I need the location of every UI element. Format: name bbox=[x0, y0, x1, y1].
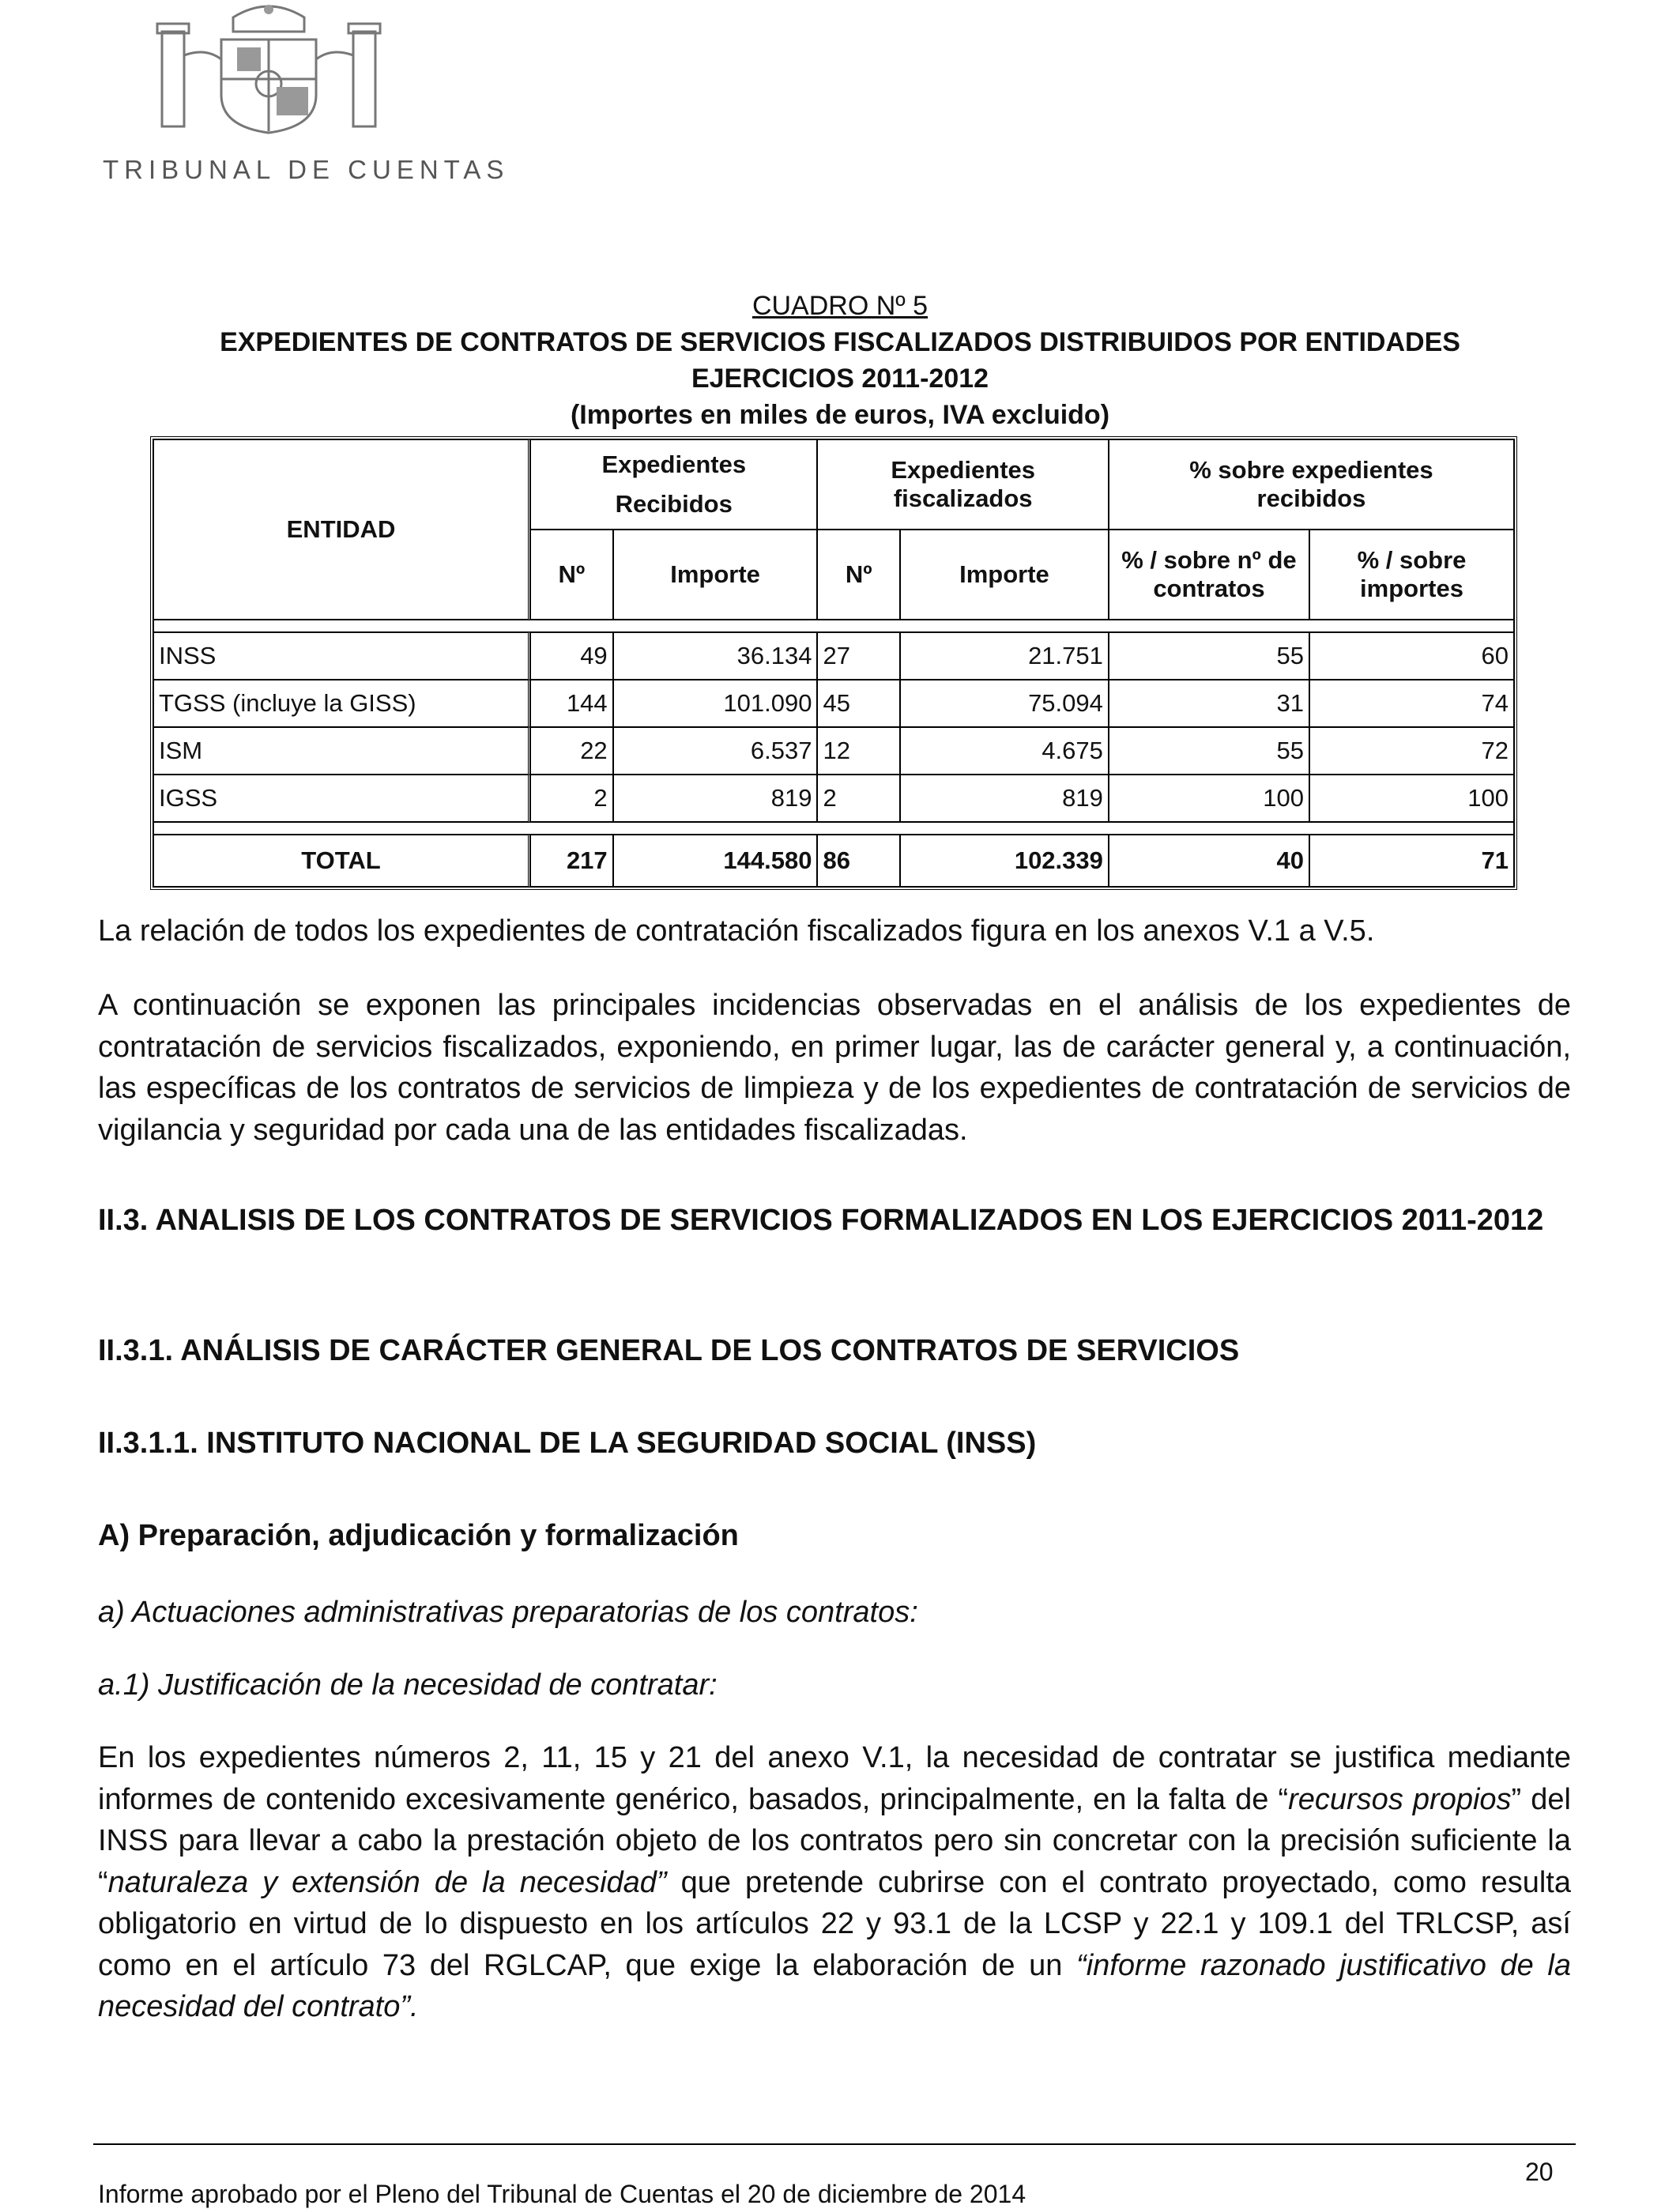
paragraph-justificacion bbox=[98, 1737, 1571, 2028]
cell-importe-fiscalizados: 21.751 bbox=[900, 632, 1109, 680]
cell-importe-recibidos: 36.134 bbox=[613, 632, 818, 680]
header-n-fiscalizados: Nº bbox=[817, 530, 900, 620]
table-total-row bbox=[153, 835, 1514, 887]
cell-pct-importes: 72 bbox=[1309, 727, 1514, 775]
cell-importe-fiscalizados: 75.094 bbox=[900, 680, 1109, 727]
cell-total-pct-importes: 71 bbox=[1309, 835, 1514, 887]
table-row bbox=[153, 727, 1514, 775]
section-heading-ii311: II.3.1.1. INSTITUTO NACIONAL DE LA SEGURIDAD SOCIAL (INSS) bbox=[98, 1427, 1037, 1460]
cell-pct-importes: 100 bbox=[1309, 775, 1514, 822]
cell-pct-contratos: 55 bbox=[1109, 632, 1309, 680]
coat-of-arms-icon bbox=[146, 0, 391, 134]
paragraph-text: En los expedientes números 2, 11, 15 y 21 del anexo V.1, la necesidad de contratar se justifica mediante informes de contenido excesivamente genérico, basados, principalmente, en la falta de “ bbox=[98, 1741, 1571, 1816]
paragraph-text: que pretende cubrirse con el contrato proyectado, como resulta obligatorio en virtud de lo dispuesto en los artículos 22 y 93.1 de la LCSP y 22.1 y 109.1 del TRLCSP, así como en el artículo 73 del RGLCAP, que exige la elaboración de un bbox=[98, 1865, 1571, 1982]
header-fiscalizados-top: Expedientes bbox=[891, 456, 1035, 484]
header-pct-importes bbox=[1309, 530, 1514, 620]
footer-text: Informe aprobado por el Pleno del Tribunal de Cuentas el 20 de diciembre de 2014 bbox=[98, 2180, 1026, 2208]
cell-pct-contratos: 100 bbox=[1109, 775, 1309, 822]
header-recibidos-bottom: Recibidos bbox=[615, 490, 733, 518]
table-subtitle-units: (Importes en miles de euros, IVA excluido) bbox=[570, 400, 1110, 430]
header-pct-contratos-bottom: contratos bbox=[1153, 575, 1265, 602]
cell-importe-fiscalizados: 4.675 bbox=[900, 727, 1109, 775]
header-fiscalizados-bottom: fiscalizados bbox=[893, 484, 1033, 512]
cell-n-recibidos: 2 bbox=[530, 775, 613, 822]
cell-total-importe-fiscalizados: 102.339 bbox=[900, 835, 1109, 887]
quoted-text: “informe razonado justificativo de la necesidad del contrato”. bbox=[98, 1948, 1571, 2023]
cell-total-n-fiscalizados: 86 bbox=[817, 835, 900, 887]
header-entidad: ENTIDAD bbox=[153, 439, 530, 620]
header-pct-bottom: recibidos bbox=[1256, 484, 1366, 512]
cell-importe-recibidos: 6.537 bbox=[613, 727, 818, 775]
cell-importe-fiscalizados: 819 bbox=[900, 775, 1109, 822]
cell-importe-recibidos: 819 bbox=[613, 775, 818, 822]
paragraph-introduction: A continuación se exponen las principales incidencias observadas en el análisis de los expedientes de contratación de servicios fiscalizados, exponiendo, en primer lugar, las de carácter general y, a continuación, las específicas de los contratos de servicios de limpieza y de los expedientes de contratación de servicios de vigilancia y seguridad por cada una de las entidades fiscalizadas. bbox=[98, 989, 1571, 1147]
cell-n-fiscalizados: 45 bbox=[817, 680, 900, 727]
cell-entidad: ISM bbox=[153, 727, 530, 775]
cell-n-recibidos: 22 bbox=[530, 727, 613, 775]
header-recibidos-top: Expedientes bbox=[601, 450, 747, 478]
cell-total-importe-recibidos: 144.580 bbox=[613, 835, 818, 887]
cell-entidad: IGSS bbox=[153, 775, 530, 822]
cell-entidad: TGSS (incluye la GISS) bbox=[153, 680, 530, 727]
cell-pct-contratos: 31 bbox=[1109, 680, 1309, 727]
header-pct bbox=[1109, 439, 1514, 530]
cell-n-fiscalizados: 2 bbox=[817, 775, 900, 822]
header-fiscalizados bbox=[817, 439, 1108, 530]
table-row bbox=[153, 775, 1514, 822]
header-importe-fiscalizados: Importe bbox=[900, 530, 1109, 620]
header-pct-top: % sobre expedientes bbox=[1189, 456, 1433, 484]
header-n-recibidos: Nº bbox=[530, 530, 613, 620]
page-number: 20 bbox=[1525, 2158, 1554, 2186]
quoted-text: naturaleza y extensión de la necesidad” bbox=[107, 1865, 667, 1899]
quoted-text: recursos propios bbox=[1288, 1782, 1512, 1816]
section-heading-ii31: II.3.1. ANÁLISIS DE CARÁCTER GENERAL DE LOS CONTRATOS DE SERVICIOS bbox=[98, 1334, 1240, 1367]
table-separator bbox=[153, 620, 1514, 632]
organization-name: TRIBUNAL DE CUENTAS bbox=[103, 155, 510, 184]
table-title: EXPEDIENTES DE CONTRATOS DE SERVICIOS FISCALIZADOS DISTRIBUIDOS POR ENTIDADES bbox=[220, 327, 1460, 357]
table-subtitle-years: EJERCICIOS 2011-2012 bbox=[691, 364, 989, 394]
header-recibidos bbox=[530, 439, 817, 530]
cell-total-pct-contratos: 40 bbox=[1109, 835, 1309, 887]
paragraph-text: ” del INSS para llevar a cabo la prestación objeto de los contratos pero sin concretar con la precisión suficiente la “ bbox=[98, 1782, 1572, 1899]
table-header-row bbox=[153, 439, 1514, 530]
paragraph-annex-reference: La relación de todos los expedientes de contratación fiscalizados figura en los anexos V.1 a V.5. bbox=[98, 914, 1375, 948]
header-pct-contratos bbox=[1109, 530, 1309, 620]
footer-divider bbox=[93, 2143, 1576, 2145]
cell-n-fiscalizados: 12 bbox=[817, 727, 900, 775]
section-heading-ii3: II.3. ANALISIS DE LOS CONTRATOS DE SERVICIOS FORMALIZADOS EN LOS EJERCICIOS 2011-2012 bbox=[98, 1204, 1544, 1237]
table-separator bbox=[153, 822, 1514, 835]
subheading-justificacion: a.1) Justificación de la necesidad de contratar: bbox=[98, 1668, 718, 1702]
cell-importe-recibidos: 101.090 bbox=[613, 680, 818, 727]
header-pct-importes-top: % / sobre bbox=[1357, 546, 1467, 574]
header-pct-importes-bottom: importes bbox=[1360, 575, 1463, 602]
cell-entidad: INSS bbox=[153, 632, 530, 680]
table-number: CUADRO Nº 5 bbox=[751, 291, 929, 321]
table-row bbox=[153, 680, 1514, 727]
cell-pct-contratos: 55 bbox=[1109, 727, 1309, 775]
cell-total-label: TOTAL bbox=[153, 835, 530, 887]
cell-total-n-recibidos: 217 bbox=[530, 835, 613, 887]
cell-n-recibidos: 144 bbox=[530, 680, 613, 727]
cell-pct-importes: 74 bbox=[1309, 680, 1514, 727]
header-pct-contratos-top: % / sobre nº de bbox=[1121, 546, 1297, 574]
table-row bbox=[153, 632, 1514, 680]
cell-n-fiscalizados: 27 bbox=[817, 632, 900, 680]
subsection-heading-a: A) Preparación, adjudicación y formalización bbox=[98, 1519, 739, 1552]
header-importe-recibidos: Importe bbox=[613, 530, 818, 620]
data-table bbox=[150, 436, 1517, 890]
cell-pct-importes: 60 bbox=[1309, 632, 1514, 680]
cell-n-recibidos: 49 bbox=[530, 632, 613, 680]
subheading-actuaciones: a) Actuaciones administrativas preparatorias de los contratos: bbox=[98, 1596, 918, 1629]
